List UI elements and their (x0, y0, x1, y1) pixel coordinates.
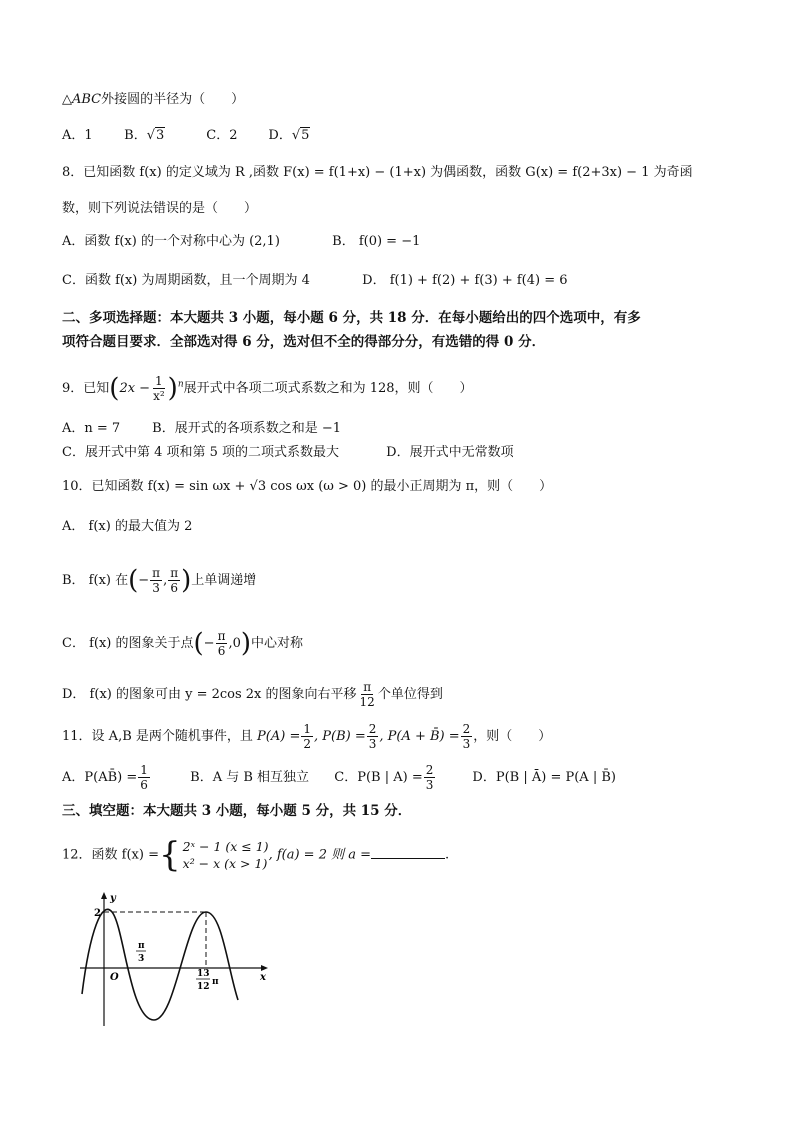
q10-option-c: C． f(x) 的图象关于点(− $\frac{\pi}{6}$ ,0)中心对称 (62, 628, 304, 659)
section2-heading-line1: 二、多项选择题：本大题共 3 小题，每小题 6 分，共 18 分．在每小题给出的四个选项中，有多 (62, 310, 641, 326)
q11-stem: 11．设 A,B 是两个随机事件，且 P(A) = $\frac{1}{2}$ , P(B) = $\frac{2}{3}$ , P(A + B̄) = $\frac{2}{3}$ ，则（ ） (62, 722, 552, 751)
q9-option-c: C．展开式中第 4 项和第 5 项的二项式系数最大 (62, 445, 340, 460)
q7-option-d: D．√5 (268, 128, 310, 143)
sine-graph (72, 890, 282, 1030)
sine-curve (82, 909, 238, 1020)
q10-option-b: B． f(x) 在(− $\frac{\pi}{3}$ , $\frac{\pi}{6}$ )上单调递增 (62, 565, 257, 596)
triangle-abc: △ABC (62, 92, 102, 107)
q8-stem-line2: 数，则下列说法错误的是（ ） (62, 201, 258, 216)
q9-options-ab (62, 419, 341, 439)
q10-option-a: A． f(x) 的最大值为 2 (62, 519, 193, 534)
q11-option-d: D．P(B | Ā) = P(A | B̄) (472, 770, 616, 785)
q9-options-cd (62, 443, 514, 463)
q8-option-a: A．函数 f(x) 的一个对称中心为 (2,1) (62, 234, 280, 249)
q8-option-c: C．函数 f(x) 为周期函数，且一个周期为 4 (62, 273, 310, 288)
q9-option-b: B．展开式的各项系数之和是 −1 (152, 421, 341, 436)
section3-heading: 三、填空题：本大题共 3 小题，每小题 5 分，共 15 分． (62, 803, 412, 819)
q9-option-d: D．展开式中无常数项 (386, 445, 514, 460)
q9-option-a: A．n = 7 (62, 421, 121, 436)
q7-option-c: C．2 (206, 128, 238, 143)
q12-answer-blank[interactable] (371, 844, 445, 859)
q11-option-a: A．P(AB̄) = $\frac{1}{6}$ (62, 763, 148, 792)
thirteen-twelfths-pi: π (212, 977, 219, 987)
thirteen-twelfths-den: 12 (197, 982, 210, 992)
q10-option-d: D． f(x) 的图象可由 y = 2cos 2x 的图象向右平移 $\frac{\pi}{12}$ 个单位得到 (62, 680, 443, 709)
q8-option-d: D． f(1) + f(2) + f(3) + f(4) = 6 (362, 273, 568, 288)
pi-third-den: 3 (138, 954, 145, 964)
q7-option-a: A．1 (62, 128, 93, 143)
q8-option-b: B． f(0) = −1 (332, 234, 421, 249)
q7-options (62, 126, 310, 146)
q12-stem: 12．函数 f(x) = { 2ˣ − 1 (x ≤ 1) x² − x (x > 1) , f(a) = 2 则 a = . (62, 835, 450, 875)
origin-label: O (110, 972, 119, 983)
section2-heading-line2: 项符合题目要求．全部选对得 6 分，选对但不全的得部分分，有选错的得 0 分． (62, 334, 546, 350)
y-axis-label: y (110, 893, 116, 904)
q11-option-b: B．A 与 B 相互独立 (190, 770, 310, 785)
x-axis-arrow (261, 965, 268, 971)
x-axis-label: x (260, 972, 266, 983)
pi-third-num: π (138, 941, 145, 951)
q8-options-cd (62, 271, 568, 291)
q11-options (62, 763, 616, 792)
y-tick-label: 2 (94, 908, 101, 919)
q8-options-ab (62, 232, 420, 252)
q9-stem: 9．已知(2x − $\frac{1}{\text{x²}}$ )$^n$展开式中各项二项式系数之和为 128，则（ ） (62, 373, 473, 404)
q10-stem: 10．已知函数 f(x) = sin ωx + √3 cos ωx (ω > 0) 的最小正周期为 π，则（ ） (62, 479, 553, 494)
q8-stem-line1: 8．已知函数 f(x) 的定义域为 R ,函数 F(x) = f(1+x) − (1+x) 为偶函数，函数 G(x) = f(2+3x) − 1 为奇函 (62, 165, 693, 180)
q11-option-c: C．P(B | A) = $\frac{2}{3}$ (334, 763, 434, 792)
thirteen-twelfths-num: 13 (197, 969, 210, 979)
q7-stem: △ABC外接圆的半径为（ ） (62, 92, 245, 107)
q7-option-b: B．√3 (124, 128, 165, 143)
y-axis-arrow (101, 892, 107, 899)
